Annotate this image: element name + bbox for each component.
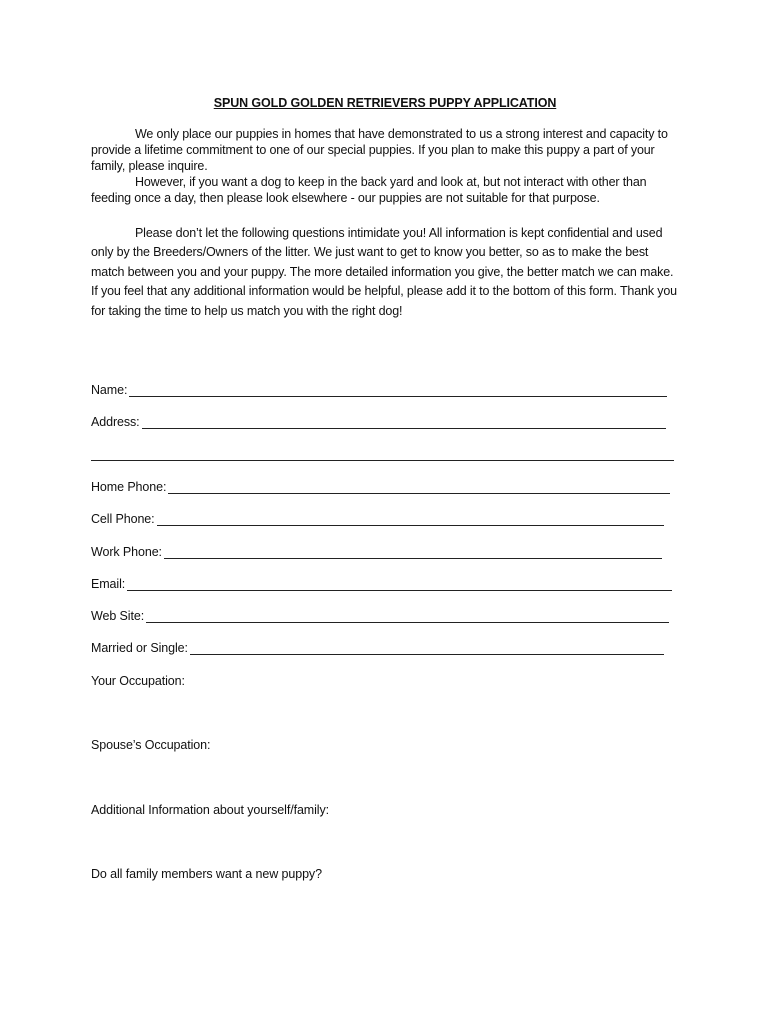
name-field[interactable] [91, 383, 667, 397]
work-phone-input-line[interactable] [164, 547, 662, 559]
married-single-input-line[interactable] [190, 643, 664, 655]
email-field[interactable] [91, 577, 672, 591]
spouse-occupation-question: Spouse’s Occupation: [91, 738, 211, 752]
address-label: Address: [91, 415, 140, 429]
intro-paragraph-1 [91, 126, 681, 174]
additional-info-question: Additional Information about yourself/family: [91, 803, 329, 817]
home-phone-field[interactable] [91, 480, 670, 494]
address-second-line[interactable] [91, 460, 674, 461]
address-input-line[interactable] [142, 417, 666, 429]
occupation-question: Your Occupation: [91, 674, 185, 688]
web-site-label: Web Site: [91, 609, 145, 623]
web-site-field[interactable] [91, 609, 669, 623]
intro-paragraph-2 [91, 174, 681, 206]
email-input-line[interactable] [127, 579, 672, 591]
home-phone-input-line[interactable] [168, 482, 670, 494]
work-phone-label: Work Phone: [91, 545, 162, 559]
web-site-input-line[interactable] [146, 611, 669, 623]
page-title: SPUN GOLD GOLDEN RETRIEVERS PUPPY APPLICATION [213, 96, 557, 110]
married-single-label: Married or Single: [91, 641, 188, 655]
name-label: Name: [91, 383, 128, 397]
cell-phone-label: Cell Phone: [91, 512, 155, 526]
cell-phone-input-line[interactable] [157, 514, 664, 526]
email-label: Email: [91, 577, 126, 591]
intro-paragraph-3 [91, 224, 681, 321]
intro-paragraph-1-text: We only place our puppies in homes that have demonstrated to us a strong interest and capacity to provide a lifetime commitment to one of our special puppies. If you plan to make this puppy a part of your family, please inquire. [91, 127, 668, 173]
address-field[interactable] [91, 415, 666, 429]
name-input-line[interactable] [129, 385, 667, 397]
cell-phone-field[interactable] [91, 512, 664, 526]
family-puppy-question: Do all family members want a new puppy? [91, 867, 322, 881]
work-phone-field[interactable] [91, 545, 662, 559]
home-phone-label: Home Phone: [91, 480, 167, 494]
intro-paragraph-2-text: However, if you want a dog to keep in the back yard and look at, but not interact with other than feeding once a day, then please look elsewhere - our puppies are not suitable for that purpose. [91, 175, 647, 205]
married-single-field[interactable] [91, 641, 664, 655]
intro-paragraph-3-text: Please don’t let the following questions intimidate you! All information is kept confidential and used only by the Breeders/Owners of the litter. We just want to get to know you better, so as to make the best match between you and your puppy. The more detailed information you give, the better match we can make. If you feel that any additional information would be helpful, please add it to the bottom of this form. Thank you for taking the time to help us match you with the right dog! [91, 226, 677, 318]
